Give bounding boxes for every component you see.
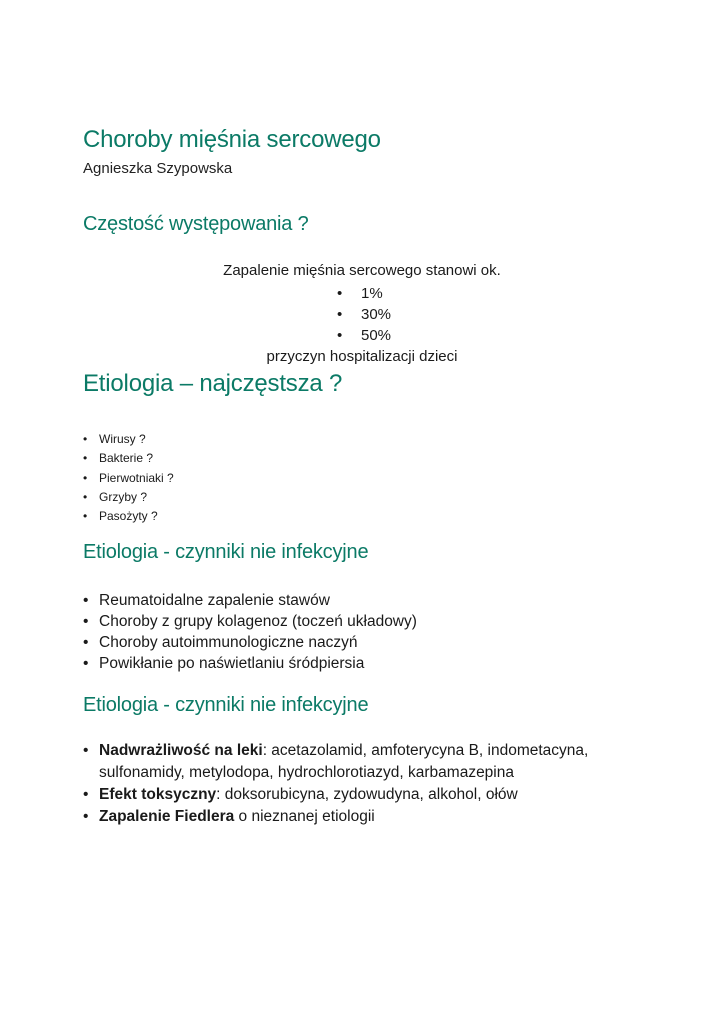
section-heading-noninfectious-1: Etiologia - czynniki nie infekcyjne [83,541,369,563]
frequency-question-intro: Zapalenie mięśnia sercowego stanowi ok. [223,262,501,279]
list-item-bold-term: Zapalenie Fiedlera [99,808,235,825]
section-heading-etiology-common: Etiologia – najczęstsza ? [83,370,343,397]
frequency-option [337,325,391,346]
frequency-question-outro: przyczyn hospitalizacji dzieci [266,348,458,365]
list-item [83,449,174,468]
list-item-continuation [83,762,588,784]
list-item-text: sulfonamidy, metylodopa, hydrochlorotiazyd, karbamazepina [99,764,514,781]
list-item-text: Choroby autoimmunologiczne naczyń [99,634,358,651]
list-item-text: Grzyby ? [99,489,148,504]
list-item-text: Choroby z grupy kolagenoz (toczeń układowy) [99,613,417,630]
list-item-text: Pierwotniaki ? [99,470,174,485]
bullet-icon: • [83,489,88,504]
list-item-text: : doksorubicyna, zydowudyna, alkohol, ołów [216,786,518,803]
list-item-bold-term: Nadwrażliwość na leki [99,742,263,759]
option-label: 50% [361,327,392,344]
bullet-icon: • [83,808,89,825]
list-item [83,784,588,806]
list-item-text: : acetazolamid, amfoterycyna B, indometacyna, [262,742,589,759]
bullet-icon: • [83,451,88,466]
bullet-icon: • [83,634,89,651]
bullet-icon: • [83,613,89,630]
bullet-icon: • [83,509,88,524]
document-title: Choroby mięśnia sercowego [83,126,381,153]
etiology-common-list [83,430,174,526]
list-item [83,653,417,674]
list-item [83,507,174,526]
list-item-text: Pasożyty ? [99,509,158,524]
list-item [83,590,417,611]
list-item [83,806,588,828]
bullet-icon: • [337,306,343,323]
list-item-bold-term: Efekt toksyczny [99,786,217,803]
list-item-text: o nieznanej etiologii [234,808,375,825]
list-item [83,740,588,762]
list-item [83,430,174,449]
bullet-icon: • [83,432,88,446]
section-heading-noninfectious-2: Etiologia - czynniki nie infekcyjne [83,694,369,716]
option-label: 30% [361,306,392,323]
bullet-icon: • [83,592,89,609]
option-label: 1% [361,285,383,302]
list-item-text: Reumatoidalne zapalenie stawów [99,592,330,609]
list-item [83,611,417,632]
bullet-icon: • [83,655,89,672]
bullet-icon: • [337,285,343,302]
bullet-icon: • [83,470,88,485]
list-item-text: Powikłanie po naświetlaniu śródpiersia [99,655,365,672]
bullet-icon: • [83,786,89,803]
frequency-option [337,283,391,304]
document-author: Agnieszka Szypowska [83,160,233,177]
bullet-icon: • [83,742,89,759]
list-item [83,488,174,507]
bullet-icon: • [337,327,343,344]
noninfectious-list-2 [83,740,588,828]
noninfectious-list-1 [83,590,417,674]
list-item-text: Bakterie ? [99,451,154,466]
frequency-option [337,304,391,325]
list-item [83,632,417,653]
section-heading-frequency: Częstość występowania ? [83,213,309,235]
frequency-options-list [337,283,391,346]
list-item [83,469,174,488]
list-item-text: Wirusy ? [99,432,146,446]
